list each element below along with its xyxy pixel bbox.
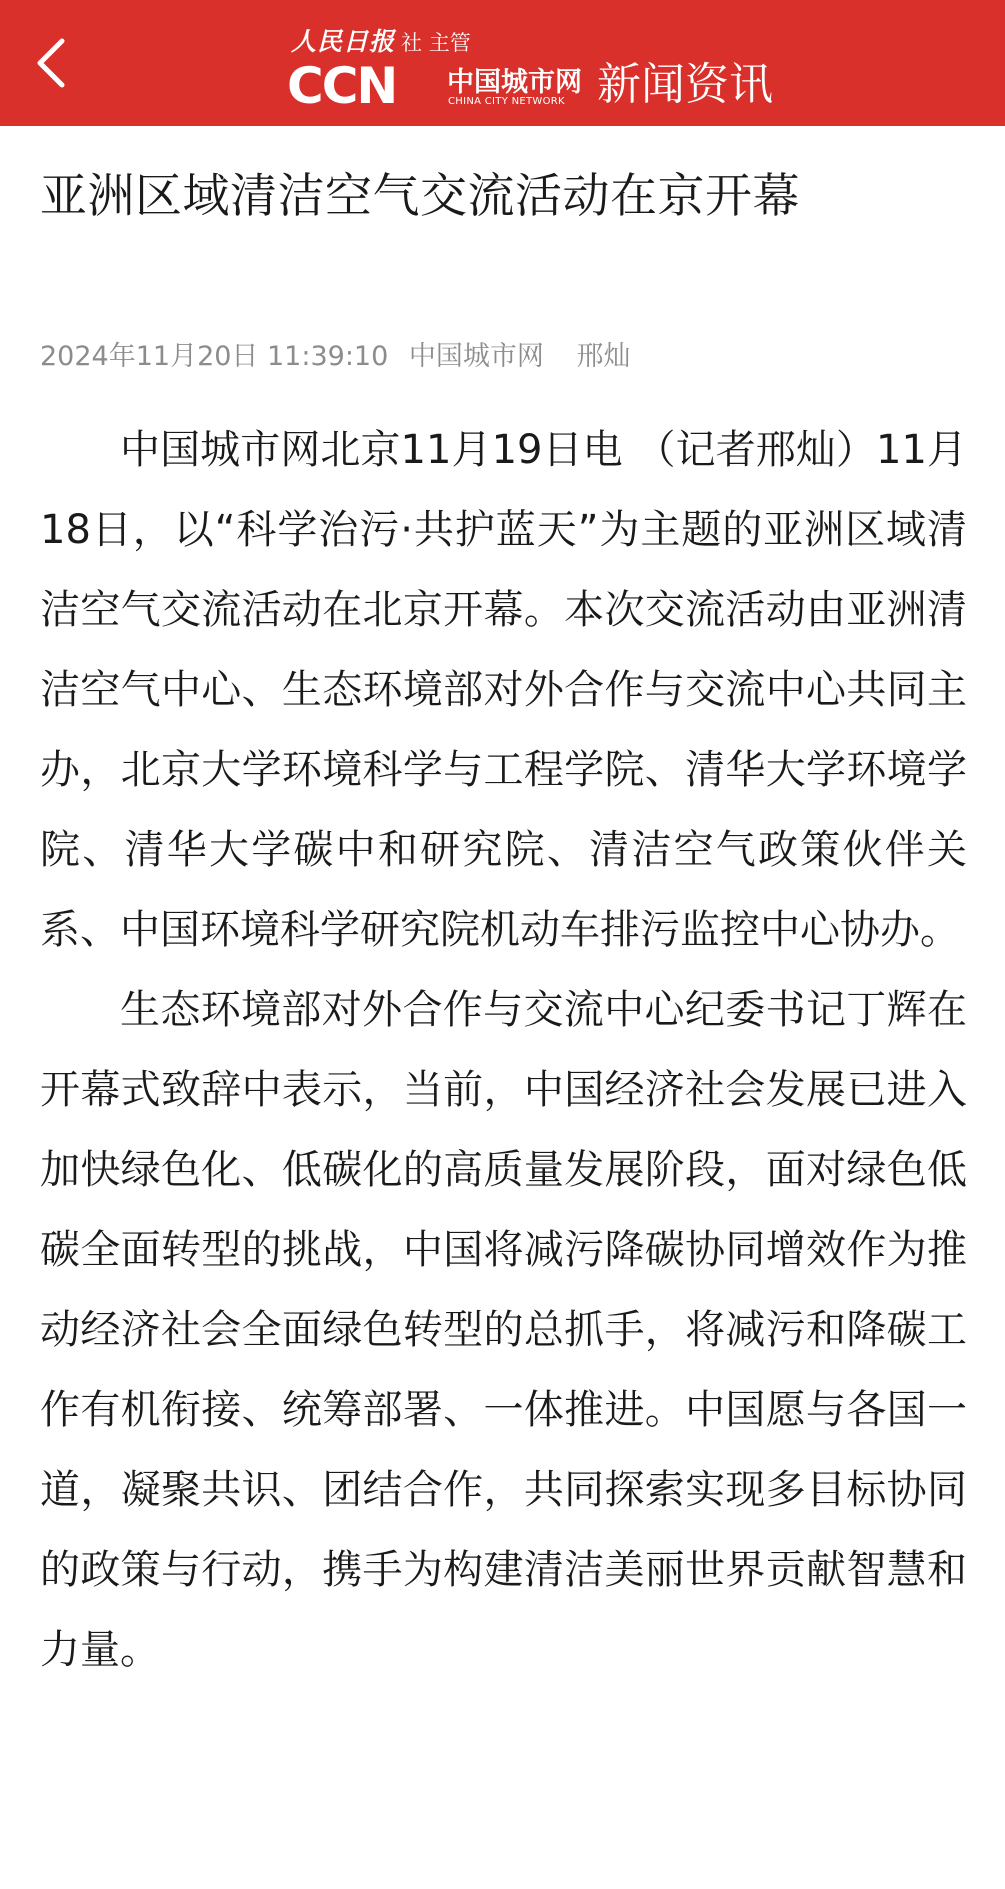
- chevron-left-icon: [28, 33, 84, 93]
- article-author: 邢灿: [576, 341, 631, 372]
- brand-logo: [287, 18, 807, 110]
- sponsor-line: [291, 22, 471, 56]
- article-body: [40, 410, 967, 1690]
- article-paragraph: 中国城市网北京11月19日电 （记者邢灿）11月18日，以“科学治污·共护蓝天”为主题的亚洲区域清洁空气交流活动在北京开幕。本次交流活动由亚洲清洁空气中心、生态环境部对外合作与交流中心共同主办，北京大学环境科学与工程学院、清华大学环境学院、清华大学碳中和研究院、清洁空气政策伙伴关系、中国环境科学研究院机动车排污监控中心协办。: [40, 427, 967, 953]
- publish-datetime: 2024年11月20日 11:39:10: [40, 341, 389, 372]
- app-header: [0, 0, 1005, 126]
- ccn-logo-text: CCN: [287, 58, 397, 110]
- ccn-logo: [287, 58, 442, 110]
- sponsor-paper: 人民日报: [291, 27, 396, 56]
- sponsor-rest: 社 主管: [401, 31, 471, 55]
- article-meta: [40, 334, 967, 370]
- section-title: 新闻资讯: [597, 59, 773, 110]
- article-title: 亚洲区域清洁空气交流活动在京开幕: [40, 169, 800, 224]
- back-button[interactable]: [28, 33, 84, 93]
- article-paragraph: 生态环境部对外合作与交流中心纪委书记丁辉在开幕式致辞中表示，当前，中国经济社会发展已进入加快绿色化、低碳化的高质量发展阶段，面对绿色低碳全面转型的挑战，中国将减污降碳协同增效作为推动经济社会全面绿色转型的总抓手，将减污和降碳工作有机衔接、统筹部署、一体推进。中国愿与各国一道，凝聚共识、团结合作，共同探索实现多目标协同的政策与行动，携手为构建清洁美丽世界贡献智慧和力量。: [40, 987, 967, 1673]
- article-source: 中国城市网: [408, 341, 544, 372]
- article: [0, 164, 1005, 1690]
- logo-cn-text: 中国城市网: [447, 67, 582, 98]
- logo-en-text: CHINA CITY NETWORK: [448, 96, 565, 107]
